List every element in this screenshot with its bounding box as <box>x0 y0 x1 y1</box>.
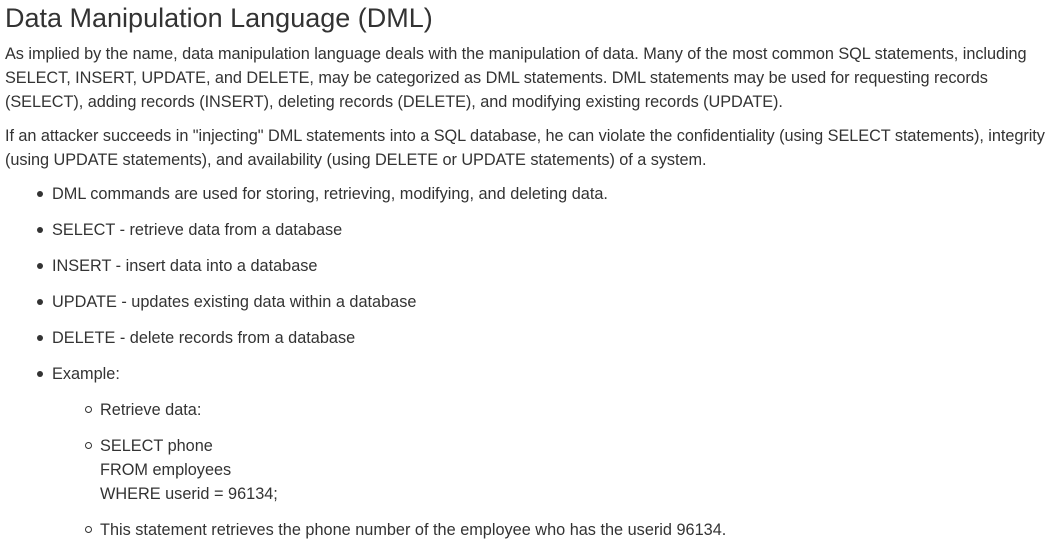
bullet-disc-icon <box>37 263 43 269</box>
list-item-text: DELETE - delete records from a database <box>52 329 356 347</box>
bullet-disc-icon <box>37 371 43 377</box>
bullet-disc-icon <box>37 191 43 197</box>
sql-line: SELECT phone <box>100 437 213 455</box>
list-item-example <box>5 362 1049 542</box>
sublist-item <box>52 398 1049 422</box>
bullet-disc-icon <box>37 227 43 233</box>
sql-line: FROM employees <box>100 461 232 479</box>
bullet-circle-icon <box>85 442 92 449</box>
bullet-disc-icon <box>37 299 43 305</box>
sql-line: WHERE userid = 96134; <box>100 485 278 503</box>
sublist-item <box>52 518 1049 542</box>
list-item-text: Example: <box>52 365 120 383</box>
example-intro: Retrieve data: <box>100 401 202 419</box>
example-explanation: This statement retrieves the phone number of the employee who has the userid 96134. <box>100 521 727 539</box>
bullet-circle-icon <box>85 406 92 413</box>
list-item <box>5 290 1049 314</box>
sublist-item-code <box>52 434 1049 506</box>
bullet-circle-icon <box>85 526 92 533</box>
list-item-text: DML commands are used for storing, retrieving, modifying, and deleting data. <box>52 185 608 203</box>
list-item <box>5 218 1049 242</box>
list-item <box>5 254 1049 278</box>
list-item-text: INSERT - insert data into a database <box>52 257 318 275</box>
bullet-disc-icon <box>37 335 43 341</box>
intro-paragraph: As implied by the name, data manipulation language deals with the manipulation of data. Many of the most common SQL statements, including SELECT, INSERT, UPDATE, and DELETE, may be categorized as DML statements. DML statements may be used for requesting records (SELECT), adding records (INSERT), deleting records (DELETE), and modifying existing records (UPDATE). <box>5 45 1027 111</box>
list-item <box>5 182 1049 206</box>
article-content <box>0 2 1049 542</box>
page-title: Data Manipulation Language (DML) <box>5 3 433 33</box>
list-item-text: SELECT - retrieve data from a database <box>52 221 343 239</box>
injection-paragraph: If an attacker succeeds in "injecting" DML statements into a SQL database, he can violate the confidentiality (using SELECT statements), integrity (using UPDATE statements), and availability (using DELETE or UPDATE statements) of a system. <box>5 127 1045 169</box>
example-sublist <box>52 398 1049 542</box>
list-item-text: UPDATE - updates existing data within a database <box>52 293 417 311</box>
dml-bullet-list <box>5 182 1049 542</box>
list-item <box>5 326 1049 350</box>
